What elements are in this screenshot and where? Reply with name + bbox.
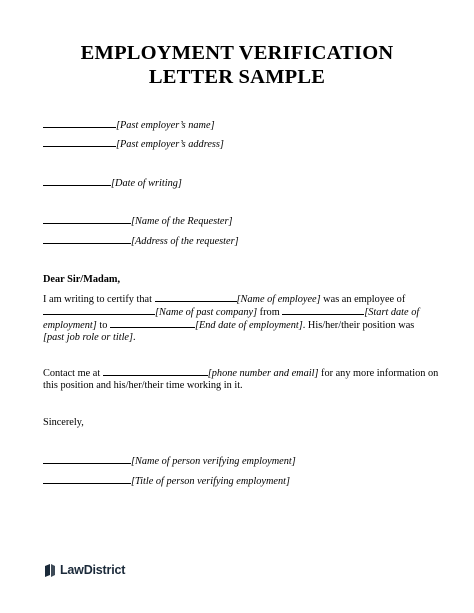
blank-line [43,118,116,128]
requester-name-placeholder: [Name of the Requester] [131,216,233,227]
body-text: was an employee of [320,294,406,305]
employee-name-placeholder: [Name of employee] [236,294,321,305]
body-line-4 [43,331,136,344]
blank-line [282,305,364,315]
body-text: to [96,320,110,331]
requester-name-line [43,214,233,228]
start-date-placeholder-cont: employment] [43,320,97,331]
blank-line [155,292,237,302]
salutation: Dear Sir/Madam, [43,274,121,285]
blank-line [43,474,131,484]
blank-line [43,176,111,186]
blank-line [43,214,131,224]
body-line-5 [43,366,438,380]
verifier-name-line [43,454,296,468]
blank-line [43,454,131,464]
verifier-name-placeholder: [Name of person verifying employment] [131,456,296,467]
blank-line [43,305,155,315]
past-employer-name-line [43,118,215,132]
document-title-line-1: EMPLOYMENT VERIFICATION [80,42,394,64]
verifier-title-placeholder: [Title of person verifying employment] [131,476,291,487]
body-text: Contact me at [43,368,103,379]
past-employer-address-line [43,137,224,151]
logo-text: LawDistrict [60,563,126,577]
requester-address-placeholder: [Address of the requester] [131,236,239,247]
body-text: . His/her/their position was [302,320,415,331]
start-date-placeholder: [Start date of [364,307,420,318]
body-line-6 [43,379,243,392]
body-text: . [133,332,136,343]
date-of-writing-line [43,176,182,190]
requester-address-line [43,234,239,248]
blank-line [110,318,195,328]
blank-line [43,234,131,244]
document-title-line-2: LETTER SAMPLE [148,66,326,88]
job-role-placeholder: [past job role or title] [43,332,134,343]
body-text: I am writing to certify that [43,294,155,305]
past-employer-name-placeholder: [Past employer’s name] [116,120,215,131]
body-text: this position and his/her/their time working in it. [43,380,243,391]
date-of-writing-placeholder: [Date of writing] [111,178,182,189]
body-text: from [257,307,283,318]
body-line-3 [43,318,414,332]
body-line-1 [43,292,405,306]
contact-placeholder: [phone number and email] [207,368,319,379]
blank-line [43,137,116,147]
blank-line [103,366,208,376]
body-line-2 [43,305,419,319]
past-employer-address-placeholder: [Past employer’s address] [116,139,224,150]
past-company-placeholder: [Name of past company] [155,307,258,318]
verifier-title-line [43,474,290,488]
lawdistrict-logo-icon [44,564,56,577]
body-text: for any more information on [318,368,439,379]
closing: Sincerely, [43,417,84,428]
end-date-placeholder: [End date of employment] [194,320,303,331]
lawdistrict-logo [44,563,125,577]
